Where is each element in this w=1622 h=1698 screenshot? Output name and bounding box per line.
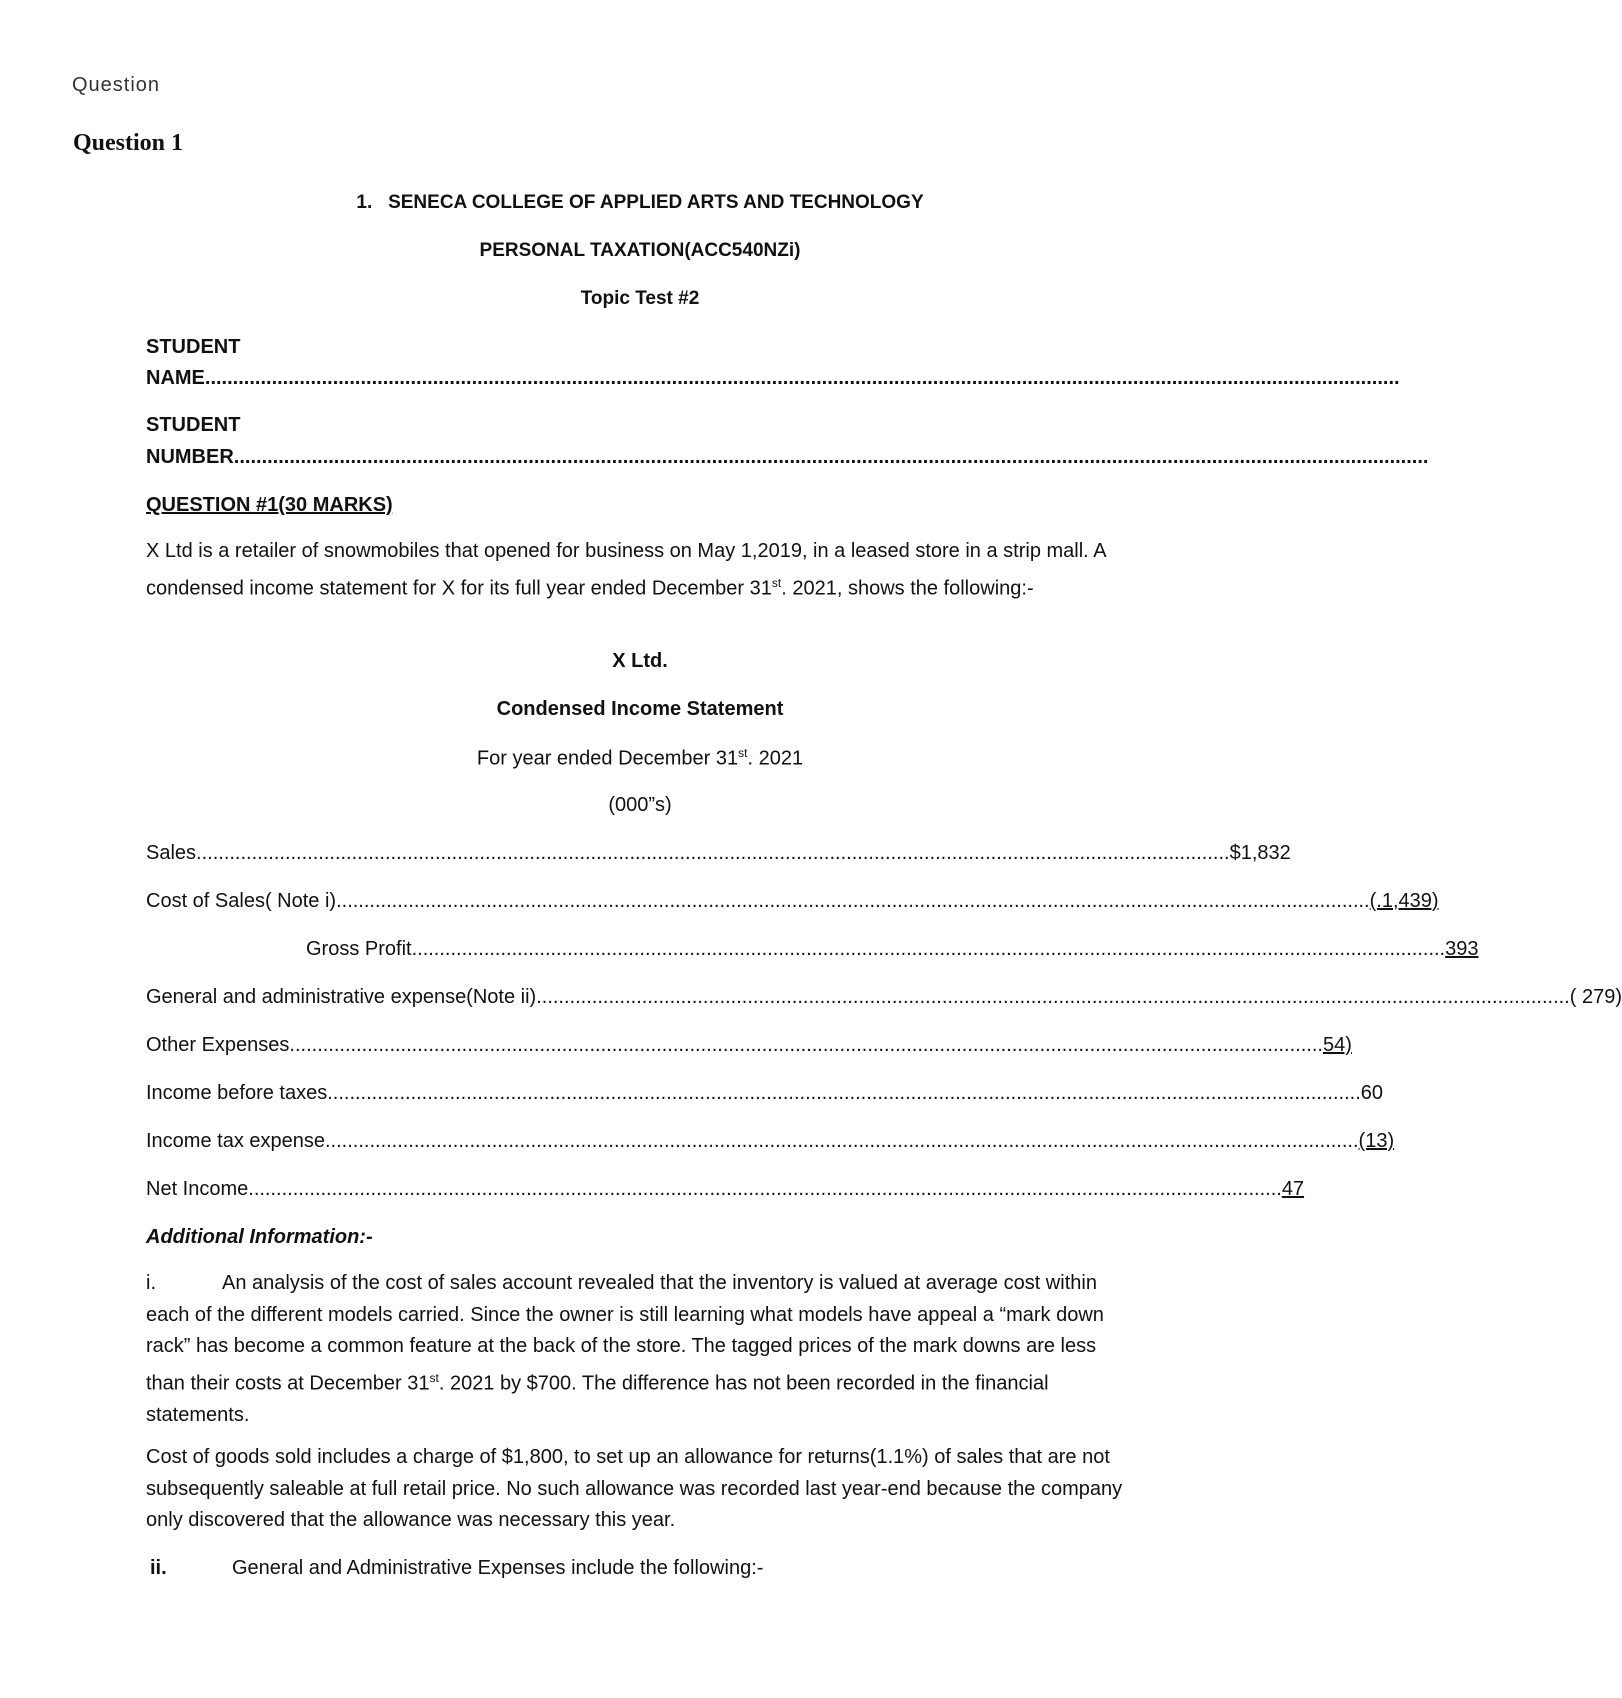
item-2-text: General and Administrative Expenses include the following:- (232, 1557, 764, 1579)
statement-units: (000”s) (608, 794, 672, 816)
row-amount: 47 (1281, 1178, 1305, 1200)
row-amount: ( 279) (1569, 986, 1622, 1008)
additional-item-1 (146, 1268, 1136, 1431)
item-marker: i. (146, 1272, 156, 1294)
statement-row-other-expenses (146, 1034, 1352, 1057)
student-number-field[interactable] (146, 446, 1429, 469)
dotted-leader: .......................................................................................................................................................................................... (536, 986, 1570, 1008)
college-name: SENECA COLLEGE OF APPLIED ARTS AND TECHNOLOGY (388, 192, 924, 213)
row-label: Cost of Sales( Note i) (146, 890, 337, 912)
test-title: Topic Test #2 (580, 288, 700, 309)
item-marker: ii. (150, 1557, 167, 1579)
student-name-label-bottom: NAME (146, 367, 205, 389)
statement-row-net-income (146, 1178, 1305, 1201)
item-1-text-1: An analysis of the cost of sales account revealed that the inventory is valued at average cost within each of the different models carried. Since the owner is still learning what models have appeal a “mark down rack” has become a common feature at the back of the store. The tagged prices of the mark downs are less than their costs at December 31 (146, 1272, 1104, 1395)
statement-period (0, 746, 1280, 771)
row-label: Income before taxes (146, 1082, 328, 1104)
statement-company: X Ltd. (612, 650, 668, 672)
item-1-text-2: . 2021 by $700. The difference has not been recorded in the financial statements. (146, 1372, 1049, 1426)
row-amount: $1,832 (1229, 842, 1291, 864)
dotted-leader: .......................................................................................................................................................................................... (289, 1034, 1323, 1056)
row-amount: (.1,439) (1369, 890, 1439, 912)
row-amount: 393 (1445, 938, 1479, 960)
additional-info-heading: Additional Information:- (146, 1226, 373, 1248)
statement-row-gross-profit (306, 938, 1479, 961)
row-label: Sales (146, 842, 197, 864)
intro-paragraph (146, 536, 1136, 605)
row-label: General and administrative expense(Note ii) (146, 986, 537, 1008)
additional-item-2 (150, 1557, 763, 1580)
page-header-label: Question (72, 74, 161, 96)
student-name-label-top: STUDENT (146, 336, 241, 358)
dotted-leader: .......................................................................................................................................................................................... (196, 842, 1230, 864)
period-sup: st (738, 746, 748, 760)
dotted-leader: .......................................................................................................................................................................................... (411, 938, 1446, 960)
student-number-label-top: STUDENT (146, 414, 241, 436)
row-amount: (13) (1358, 1130, 1395, 1152)
statement-title: Condensed Income Statement (496, 698, 784, 720)
intro-text-2: . 2021, shows the following:- (781, 577, 1034, 600)
row-label: Gross Profit (306, 938, 412, 960)
dotted-leader: .......................................................................................................................................................................................... (327, 1082, 1361, 1104)
row-label: Net Income (146, 1178, 249, 1200)
intro-text-1: X Ltd is a retailer of snowmobiles that opened for business on May 1,2019, in a leased store in a strip mall. A condensed income statement for X for its full year ended December 31 (146, 540, 1106, 600)
statement-row-income-before-taxes (146, 1082, 1384, 1105)
period-text-1: For year ended December 31 (476, 747, 739, 770)
row-label: Income tax expense (146, 1130, 325, 1152)
course-title: PERSONAL TAXATION(ACC540NZi) (479, 240, 801, 261)
dotted-leader: .......................................................................................................................................................................................... (248, 1178, 1282, 1200)
period-text-2: . 2021 (747, 747, 804, 770)
dotted-leader: ....................................................................................................................................................................................................................... (233, 446, 1429, 468)
item-1-sup: st (429, 1370, 439, 1385)
statement-row-general-admin (146, 986, 1622, 1009)
college-name-line (0, 192, 1280, 214)
list-number: 1. (356, 192, 373, 213)
statement-row-income-tax-expense (146, 1130, 1395, 1153)
question-heading: QUESTION #1(30 MARKS) (146, 494, 393, 516)
statement-row-sales (146, 842, 1291, 865)
row-amount: 54) (1322, 1034, 1352, 1056)
student-number-label-bottom: NUMBER (146, 446, 234, 468)
dotted-leader: .......................................................................................................................................................................................... (325, 1130, 1359, 1152)
row-amount: 60 (1360, 1082, 1384, 1104)
intro-sup: st (771, 575, 782, 590)
question-title: Question 1 (73, 130, 184, 156)
dotted-leader: ....................................................................................................................................................................................................................... (204, 367, 1400, 389)
student-name-field[interactable] (146, 367, 1400, 390)
additional-paragraph-2: Cost of goods sold includes a charge of $1,800, to set up an allowance for returns(1.1%) of sales that are not subsequently saleable at full retail price. No such allowance was recorded last year-end because the company only discovered that the allowance was necessary this year. (146, 1446, 1123, 1531)
dotted-leader: .......................................................................................................................................................................................... (336, 890, 1370, 912)
statement-row-cost-of-sales (146, 890, 1439, 913)
row-label: Other Expenses (146, 1034, 290, 1056)
